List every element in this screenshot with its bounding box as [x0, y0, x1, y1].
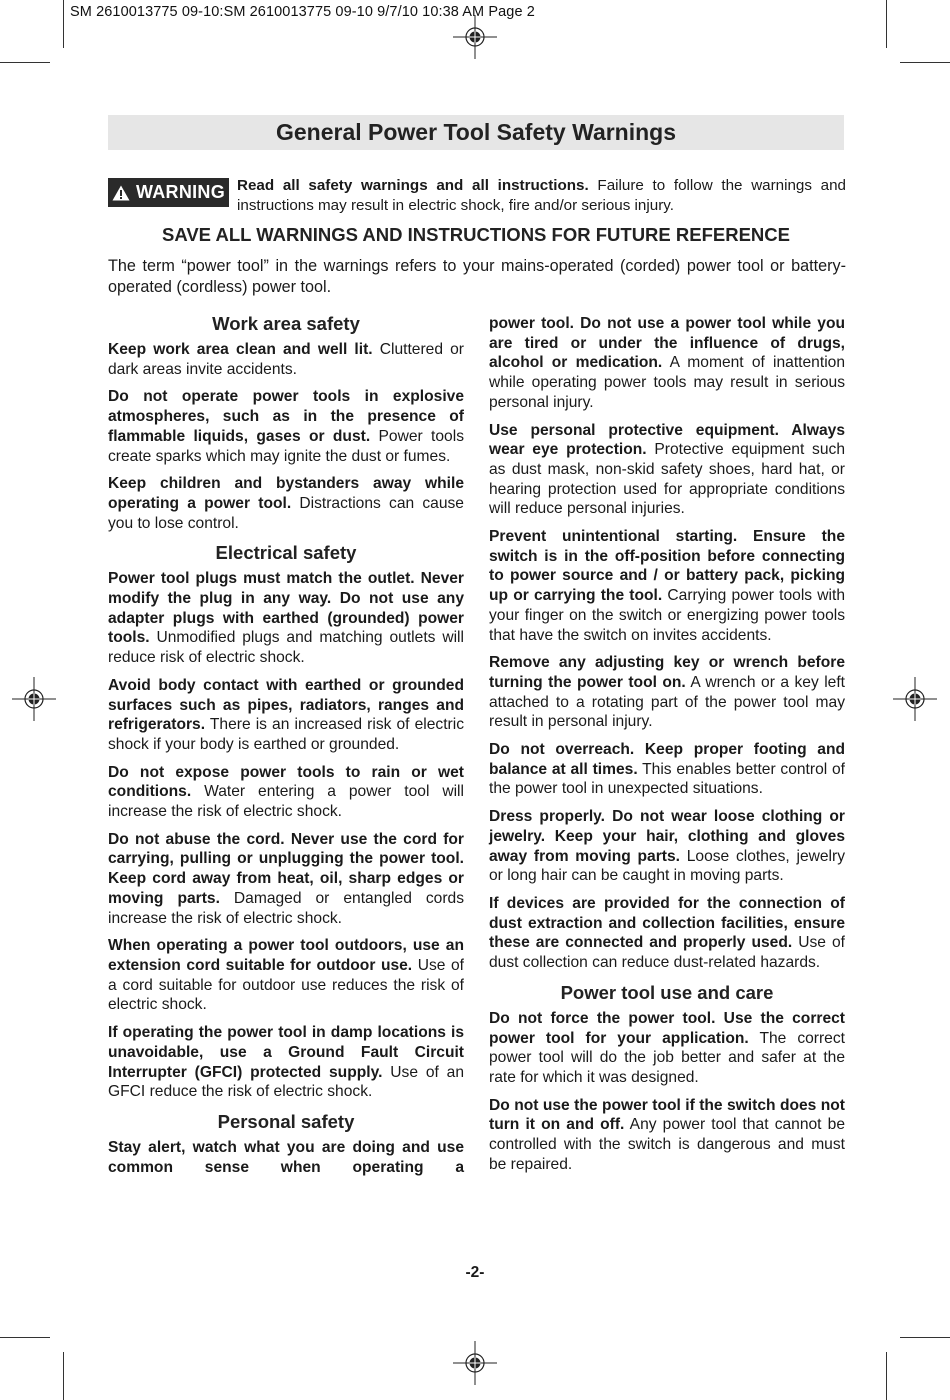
- safety-item: Keep work area clean and well lit. Cluttered or dark areas invite accidents.: [108, 341, 464, 378]
- crop-mark: [0, 62, 50, 63]
- safety-item: Remove any adjusting key or wrench before turning the power tool on. A wrench or a key left attached to a rotating part of the power tool may result in personal injury.: [489, 654, 845, 731]
- warning-triangle-icon: [112, 185, 130, 201]
- section-heading-personal: Personal safety: [217, 1110, 355, 1132]
- printer-slug: SM 2610013775 09-10:SM 2610013775 09-10 9/7/10 10:38 AM Page 2: [70, 4, 535, 20]
- safety-item: When operating a power tool outdoors, use an extension cord suitable for outdoor use. Use of a cord suitable for outdoor use reduces the risk of electric shock.: [108, 937, 464, 1014]
- section-heading-electrical: Electrical safety: [215, 542, 357, 564]
- safety-item: Stay alert, watch what you are doing and use common sense when operating a: [108, 1138, 464, 1176]
- section-heading-use-care: Power tool use and care: [560, 981, 774, 1003]
- safety-item: Dress properly. Do not wear loose clothing or jewelry. Keep your hair, clothing and gloves away from moving parts. Loose clothes, jewelry or long hair can be caught in moving parts.: [489, 808, 845, 885]
- warning-badge: [108, 178, 229, 207]
- warning-text: [237, 176, 846, 215]
- intro-paragraph: The term “power tool” in the warnings refers to your mains-operated (corded) power tool or battery-operated (cordless) power tool.: [108, 257, 846, 296]
- crop-mark: [886, 0, 887, 48]
- crop-mark: [900, 62, 950, 63]
- safety-item: power tool. Do not use a power tool while you are tired or under the influence of drugs, alcohol or medication. A moment of inattention while operating power tools may result in serious personal injury.: [489, 315, 845, 411]
- safety-item: If operating the power tool in damp locations is unavoidable, use a Ground Fault Circuit Interrupter (GFCI) protected supply. Use of an GFCI reduce the risk of electric shock.: [108, 1024, 464, 1101]
- crop-mark: [0, 1337, 50, 1338]
- registration-mark-icon: [453, 15, 497, 59]
- safety-item: Do not force the power tool. Use the correct power tool for your application. The correct power tool will do the job better and safer at the rate for which it was designed.: [489, 1009, 845, 1086]
- registration-mark-icon: [893, 677, 937, 721]
- safety-item: Do not overreach. Keep proper footing and balance at all times. This enables better control of the power tool in unexpected situations.: [489, 741, 845, 798]
- safety-item: Avoid body contact with earthed or grounded surfaces such as pipes, radiators, ranges and refrigerators. There is an increased risk of electric shock if your body is earthed or grounded.: [108, 676, 464, 753]
- warning-body: Failure to follow the warnings and instructions may result in electric shock, fire and/or serious injury.: [237, 177, 846, 214]
- safety-item: Do not operate power tools in explosive atmospheres, such as in the presence of flammable liquids, gases or dust. Power tools create sparks which may ignite the dust or fumes.: [108, 388, 464, 465]
- safety-item: Do not expose power tools to rain or wet conditions. Water entering a power tool will increase the risk of electric shock.: [108, 763, 464, 821]
- registration-mark-icon: [453, 1341, 497, 1385]
- safety-item: If devices are provided for the connection of dust extraction and collection facilities, ensure these are connected and properly used. Use of dust collection can reduce dust-related hazards.: [489, 894, 846, 972]
- safety-item: Do not use the power tool if the switch does not turn it on and off. Any power tool that cannot be controlled with the switch is dangerous and must be repaired.: [489, 1096, 845, 1173]
- left-column: [108, 312, 464, 1185]
- warning-badge-label: WARNING: [135, 182, 226, 202]
- page-title: General Power Tool Safety Warnings: [275, 119, 677, 145]
- safety-item: Use personal protective equipment. Always wear eye protection. Protective equipment such as dust mask, non-skid safety shoes, hard hat, or hearing protection used for appropriate conditions will reduce personal injuries.: [489, 421, 845, 518]
- crop-mark: [63, 0, 64, 48]
- crop-mark: [63, 1352, 64, 1400]
- safety-item: Prevent unintentional starting. Ensure the switch is in the off-position before connecting to power source and / or battery pack, picking up or carrying the tool. Carrying power tools with your finger on the switch or energizing power tools that have the switch on invites accidents.: [489, 528, 845, 644]
- page-number: -2-: [465, 1264, 485, 1281]
- crop-mark: [886, 1352, 887, 1400]
- safety-item: Keep children and bystanders away while operating a power tool. Distractions can cause you to lose control.: [108, 475, 464, 532]
- safety-item: Power tool plugs must match the outlet. Never modify the plug in any way. Do not use any adapter plugs with earthed (grounded) power tools. Unmodified plugs and matching outlets will reduce risk of electric shock.: [108, 570, 464, 667]
- crop-mark: [900, 1337, 950, 1338]
- registration-mark-icon: [12, 677, 56, 721]
- save-instructions-heading: SAVE ALL WARNINGS AND INSTRUCTIONS FOR FUTURE REFERENCE: [162, 224, 790, 245]
- section-heading-work-area: Work area safety: [212, 313, 360, 334]
- title-bar: [108, 115, 844, 150]
- warning-lead: Read all safety warnings and all instructions.: [237, 177, 589, 194]
- safety-item: Do not abuse the cord. Never use the cord for carrying, pulling or unplugging the power tool. Keep cord away from heat, oil, sharp edges or moving parts. Damaged or entangled cords increase the risk of electric shock.: [108, 830, 464, 927]
- right-column: [489, 314, 845, 1182]
